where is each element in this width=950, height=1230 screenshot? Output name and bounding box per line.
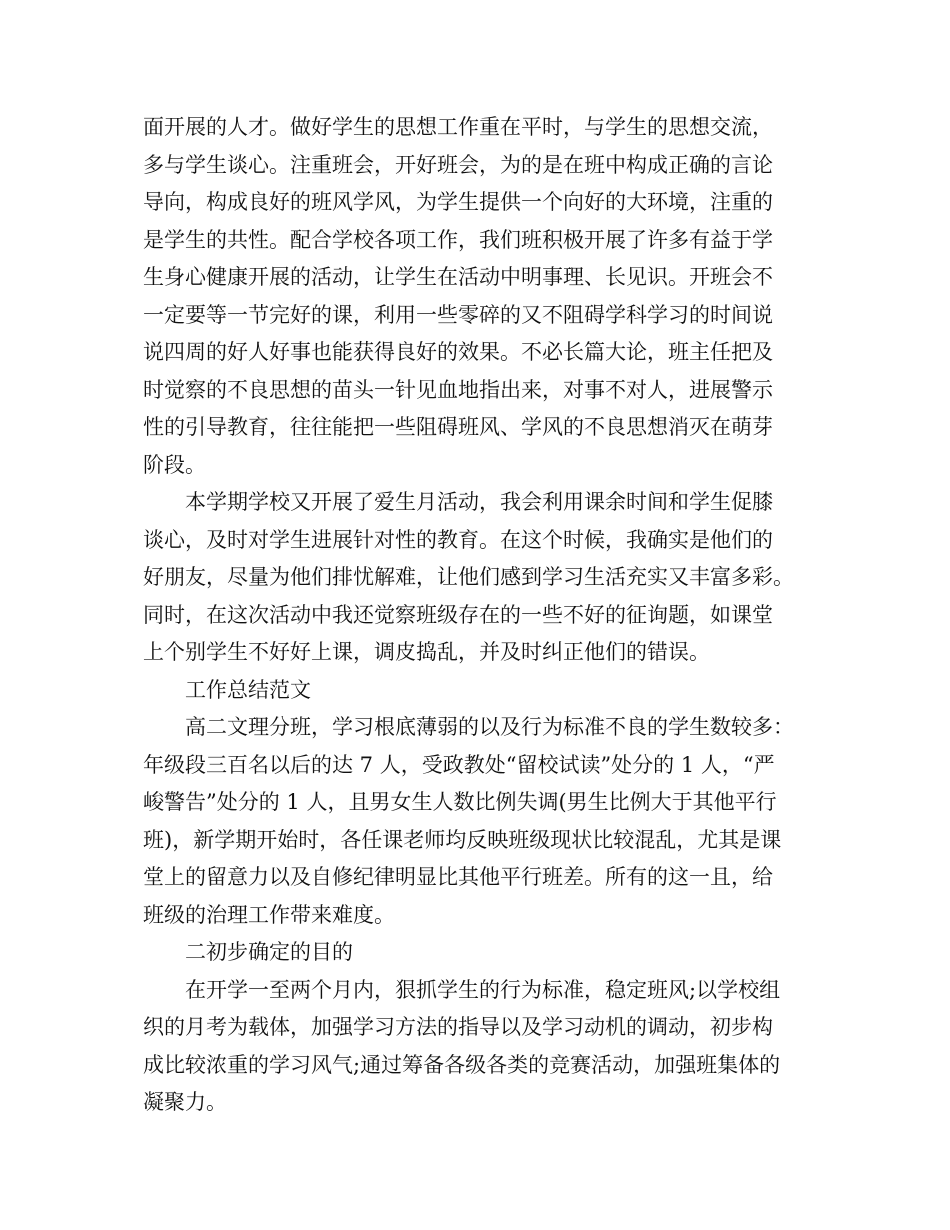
text-line: 好朋友，尽量为他们排忧解难，让他们感到学习生活充实又丰富多彩。 — [143, 565, 794, 589]
text-line: 高二文理分班，学习根底薄弱的以及行为标准不良的学生数较多： — [185, 715, 794, 739]
text-line: 在开学一至两个月内，狠抓学生的行为标准，稳定班风;以学校组 — [185, 977, 781, 1002]
text-line: 堂上的留意力以及自修纪律明显比其他平行班差。所有的这一且，给 — [143, 865, 773, 889]
text-line: 峻警告”处分的 1 人，且男女生人数比例失调(男生比例大于其他平行 — [143, 790, 777, 814]
text-line: 同时，在这次活动中我还觉察班级存在的一些不好的征询题，如课堂 — [143, 602, 773, 627]
text-line: 班)，新学期开始时，各任课老师均反映班级现状比较混乱，尤其是课 — [143, 827, 782, 852]
text-line: 导向，构成良好的班风学风，为学生提供一个向好的大环境，注重的 — [143, 190, 773, 214]
text-line: 一定要等一节完好的课，利用一些零碎的又不阻碍学科学习的时间说 — [143, 302, 773, 327]
text-line: 性的引导教育，往往能把一些阻碍班风、学风的不良思想消灭在萌芽 — [143, 415, 773, 439]
text-line: 上个别学生不好好上课，调皮捣乱，并及时纠正他们的错误。 — [143, 640, 710, 664]
text-line: 织的月考为载体，加强学习方法的指导以及学习动机的调动，初步构 — [143, 1015, 773, 1039]
text-line: 生身心健康开展的活动，让学生在活动中明事理、长见识。开班会不 — [143, 265, 773, 289]
text-line: 面开展的人才。做好学生的思想工作重在平时，与学生的思想交流， — [143, 115, 773, 139]
text-line: 谈心，及时对学生进展针对性的教育。在这个时候，我确实是他们的 — [143, 527, 773, 552]
text-line: 本学期学校又开展了爱生月活动，我会利用课余时间和学生促膝 — [185, 490, 773, 514]
text-line: 说四周的好人好事也能获得良好的效果。不必长篇大论，班主任把及 — [143, 340, 773, 364]
text-line: 是学生的共性。配合学校各项工作，我们班积极开展了许多有益于学 — [143, 227, 773, 252]
text-line: 多与学生谈心。注重班会，开好班会，为的是在班中构成正确的言论 — [143, 152, 773, 177]
text-line: 二初步确定的目的 — [185, 940, 353, 964]
text-line: 阶段。 — [143, 452, 206, 477]
text-line: 班级的治理工作带来难度。 — [143, 902, 395, 927]
text-line: 时觉察的不良思想的苗头一针见血地指出来，对事不对人，进展警示 — [143, 377, 773, 402]
document-body — [143, 109, 823, 1122]
text-line: 凝聚力。 — [143, 1090, 227, 1114]
text-line: 工作总结范文 — [185, 677, 311, 702]
text-line: 年级段三百名以后的达 7 人，受政教处“留校试读”处分的 1 人，“严 — [143, 752, 775, 777]
text-line: 成比较浓重的学习风气;通过筹备各级各类的竞赛活动，加强班集体的 — [143, 1052, 781, 1077]
